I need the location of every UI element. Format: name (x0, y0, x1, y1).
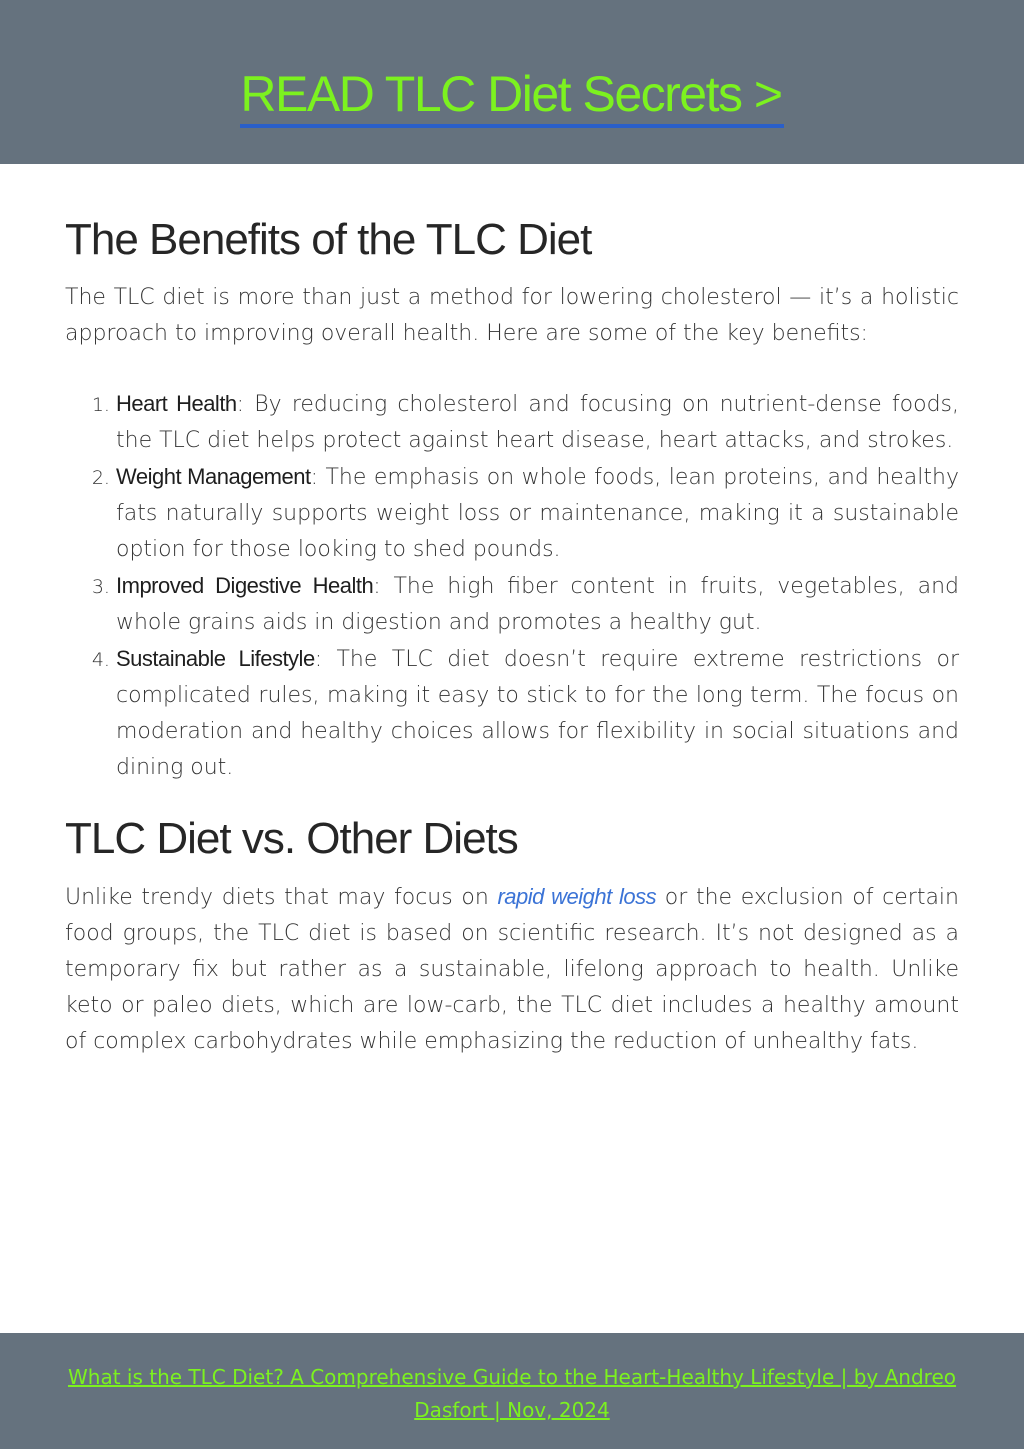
list-item-term: Improved Digestive Health (116, 573, 374, 598)
benefits-list (65, 386, 959, 786)
benefits-intro-paragraph: The TLC diet is more than just a method for lowering cholesterol — it’s a holistic approach to improving overall health. Here are some of the key benefits: (65, 285, 959, 346)
list-item (116, 641, 959, 786)
list-item-text: : The TLC diet doesn’t require extreme restrictions or complicated rules, making it easy to stick to for the long term. The focus on moderation and healthy choices allows for flexibility in social situations and dining out. (116, 647, 959, 780)
comparison-paragraph (65, 879, 959, 1060)
article-content (65, 212, 959, 1060)
list-item-text: : The emphasis on whole foods, lean proteins, and healthy fats naturally supports weight loss or maintenance, making it a sustainable option for those looking to shed pounds. (116, 465, 959, 562)
section-heading-comparison: TLC Diet vs. Other Diets (65, 814, 518, 863)
source-article-link[interactable]: What is the TLC Diet? A Comprehensive Guide to the Heart-Healthy Lifestyle | by Andreo Dasfort | Nov, 2024 (68, 1365, 956, 1422)
list-item (116, 386, 959, 459)
comparison-text-end: or the exclusion of certain food groups, the TLC diet is based on scientific research. It’s not designed as a temporary fix but rather as a sustainable, lifelong approach to health. Unlike keto or paleo diets, which are low-carb, the TLC diet includes a healthy amount of complex carbohydrates while emphasizing the reduction of unhealthy fats. (65, 885, 959, 1054)
section-heading-benefits: The Benefits of the TLC Diet (65, 215, 592, 264)
footer-banner (0, 1333, 1024, 1449)
list-item-term: Sustainable Lifestyle (116, 646, 315, 671)
list-item (116, 568, 959, 641)
top-banner (0, 0, 1024, 164)
list-item-text: : The high fiber content in fruits, vegetables, and whole grains aids in digestion and promotes a healthy gut. (116, 574, 959, 635)
list-item (116, 459, 959, 568)
list-item-term: Weight Management (116, 464, 311, 489)
read-secrets-link[interactable]: READ TLC Diet Secrets > (240, 64, 783, 128)
rapid-weight-loss-link[interactable]: rapid weight loss (497, 884, 657, 909)
list-item-term: Heart Health (116, 391, 237, 416)
comparison-text-start: Unlike trendy diets that may focus on (65, 885, 498, 910)
list-item-text: : By reducing cholesterol and focusing on nutrient-dense foods, the TLC diet helps protect against heart disease, heart attacks, and strokes. (116, 392, 959, 453)
